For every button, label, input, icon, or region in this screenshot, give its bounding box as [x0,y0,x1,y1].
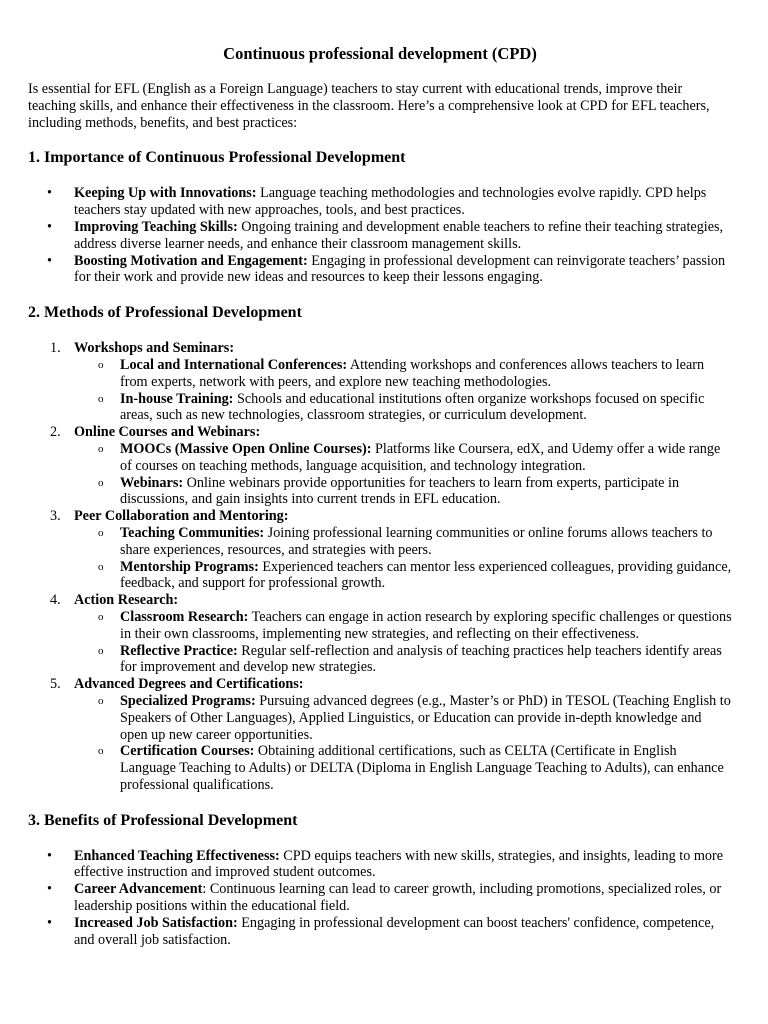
sub-term: MOOCs (Massive Open Online Courses): [120,440,372,457]
sub-text: Pursuing advanced degrees (e.g., Master’s or PhD) in TESOL (Teaching English to Speakers of Other Languages), Applied Linguistics, or Education can provide in-depth knowledge and open up new career opportunities. [120,692,731,743]
sub-text: Teachers can engage in action research by exploring specific challenges or questions in their own classrooms, implementing new strategies, and reflecting on their effectiveness. [120,608,732,642]
item-text: CPD equips teachers with new skills, strategies, and insights, leading to more effective instruction and improved student outcomes. [74,847,724,881]
importance-list [28,185,732,286]
bullet-icon: • [47,185,52,202]
sub-text: Platforms like Coursera, edX, and Udemy offer a wide range of courses on teaching methods, language acquisition, and technology integration. [120,440,721,474]
sub-item [74,693,732,743]
list-item [28,185,732,219]
section-heading-methods: 2. Methods of Professional Development [28,304,302,322]
method-sublist [74,525,732,592]
section-heading-importance: 1. Importance of Continuous Professional Development [28,149,406,167]
sub-term: Certification Courses: [120,743,255,760]
sub-text: Joining professional learning communities or online forums allows teachers to share experiences, resources, and strategies with peers. [120,524,713,558]
sub-item [74,559,732,593]
method-item [28,676,732,794]
circle-bullet-icon: o [98,694,104,707]
method-sublist [74,609,732,676]
sub-term: Specialized Programs: [120,692,256,709]
item-number: 1. [50,340,61,357]
sub-item [74,441,732,475]
method-sublist [74,357,732,424]
circle-bullet-icon: o [98,526,104,539]
sub-text: Experienced teachers can mentor less experienced colleagues, providing guidance, feedback, and support for professional growth. [120,558,732,592]
bullet-icon: • [47,914,52,931]
sub-text: Regular self-reflection and analysis of teaching practices help teachers identify areas for improvement and develop new strategies. [120,642,722,676]
sub-text: Obtaining additional certifications, such as CELTA (Certificate in English Language Teaching to Adults) or DELTA (Diploma in English Language Teaching to Adults), can enhance professional qualifications. [120,743,724,793]
list-item [28,848,732,882]
sub-item [74,525,732,559]
sub-item [74,609,732,643]
sub-text: Attending workshops and conferences allows teachers to learn from experts, network with peers, and explore new teaching methodologies. [120,356,705,390]
item-term: Enhanced Teaching Effectiveness: [74,847,280,864]
sub-text: Online webinars provide opportunities for teachers to learn from experts, participate in discussions, and gain insights into current trends in EFL education. [120,474,680,508]
bullet-icon: • [47,881,52,898]
sub-item [74,743,732,793]
intro-paragraph: Is essential for EFL (English as a Foreign Language) teachers to stay current with educational trends, improve their teaching skills, and enhance their effectiveness in the classroom. Here’s a comprehensive look at CPD for EFL teachers, including methods, benefits, and best practices: [28,81,710,131]
circle-bullet-icon: o [98,560,104,573]
benefits-list [28,848,732,949]
sub-item [74,643,732,677]
sub-term: Local and International Conferences: [120,356,348,373]
list-item [28,881,732,915]
item-term: Career Advancement [74,881,203,898]
item-text: Engaging in professional development can boost teachers' confidence, competence, and overall job satisfaction. [74,914,715,948]
circle-bullet-icon: o [98,476,104,489]
item-term: Boosting Motivation and Engagement: [74,252,308,269]
item-term: Increased Job Satisfaction: [74,914,238,931]
item-number: 3. [50,508,61,525]
item-number: 4. [50,592,61,609]
item-text: Engaging in professional development can reinvigorate teachers’ passion for their work and provide new ideas and resources to keep their lessons engaging. [74,252,726,286]
item-term: Improving Teaching Skills: [74,218,238,235]
sub-text: Schools and educational institutions often organize workshops focused on specific areas, such as new technologies, classroom strategies, or curriculum development. [120,390,705,424]
circle-bullet-icon: o [98,442,104,455]
sub-term: Reflective Practice: [120,642,238,659]
section-heading-benefits: 3. Benefits of Professional Development [28,811,298,829]
circle-bullet-icon: o [98,358,104,371]
bullet-icon: • [47,218,52,235]
method-title: Advanced Degrees and Certifications: [74,676,304,693]
sub-term: Classroom Research: [120,608,249,625]
sub-term: Webinars: [120,474,184,491]
methods-list [28,340,732,794]
item-text: Ongoing training and development enable teachers to refine their teaching strategies, address diverse learner needs, and enhance their classroom management skills. [74,218,724,252]
list-item [28,253,732,287]
bullet-icon: • [47,847,52,864]
method-title: Peer Collaboration and Mentoring: [74,508,289,525]
item-text: : Continuous learning can lead to career growth, including promotions, specialized roles, or leadership positions within the educational field. [74,881,722,915]
method-item [28,592,732,676]
item-number: 2. [50,424,61,441]
sub-item [74,357,732,391]
item-text: Language teaching methodologies and technologies evolve rapidly. CPD helps teachers stay updated with new approaches, tools, and best practices. [74,185,707,219]
list-item [28,219,732,253]
method-item [28,340,732,424]
circle-bullet-icon: o [98,644,104,657]
bullet-icon: • [47,252,52,269]
list-item [28,915,732,949]
document-title: Continuous professional development (CPD) [223,44,537,63]
item-number: 5. [50,676,61,693]
circle-bullet-icon: o [98,392,104,405]
item-term: Keeping Up with Innovations: [74,185,257,202]
sub-term: Teaching Communities: [120,524,265,541]
method-title: Action Research: [74,592,179,609]
method-title: Workshops and Seminars: [74,340,235,357]
method-title: Online Courses and Webinars: [74,424,261,441]
circle-bullet-icon: o [98,745,104,758]
sub-item [74,391,732,425]
method-item [28,424,732,508]
sub-term: Mentorship Programs: [120,558,259,575]
method-item [28,508,732,592]
sub-item [74,475,732,509]
sub-term: In-house Training: [120,390,234,407]
method-sublist [74,693,732,794]
method-sublist [74,441,732,508]
circle-bullet-icon: o [98,610,104,623]
